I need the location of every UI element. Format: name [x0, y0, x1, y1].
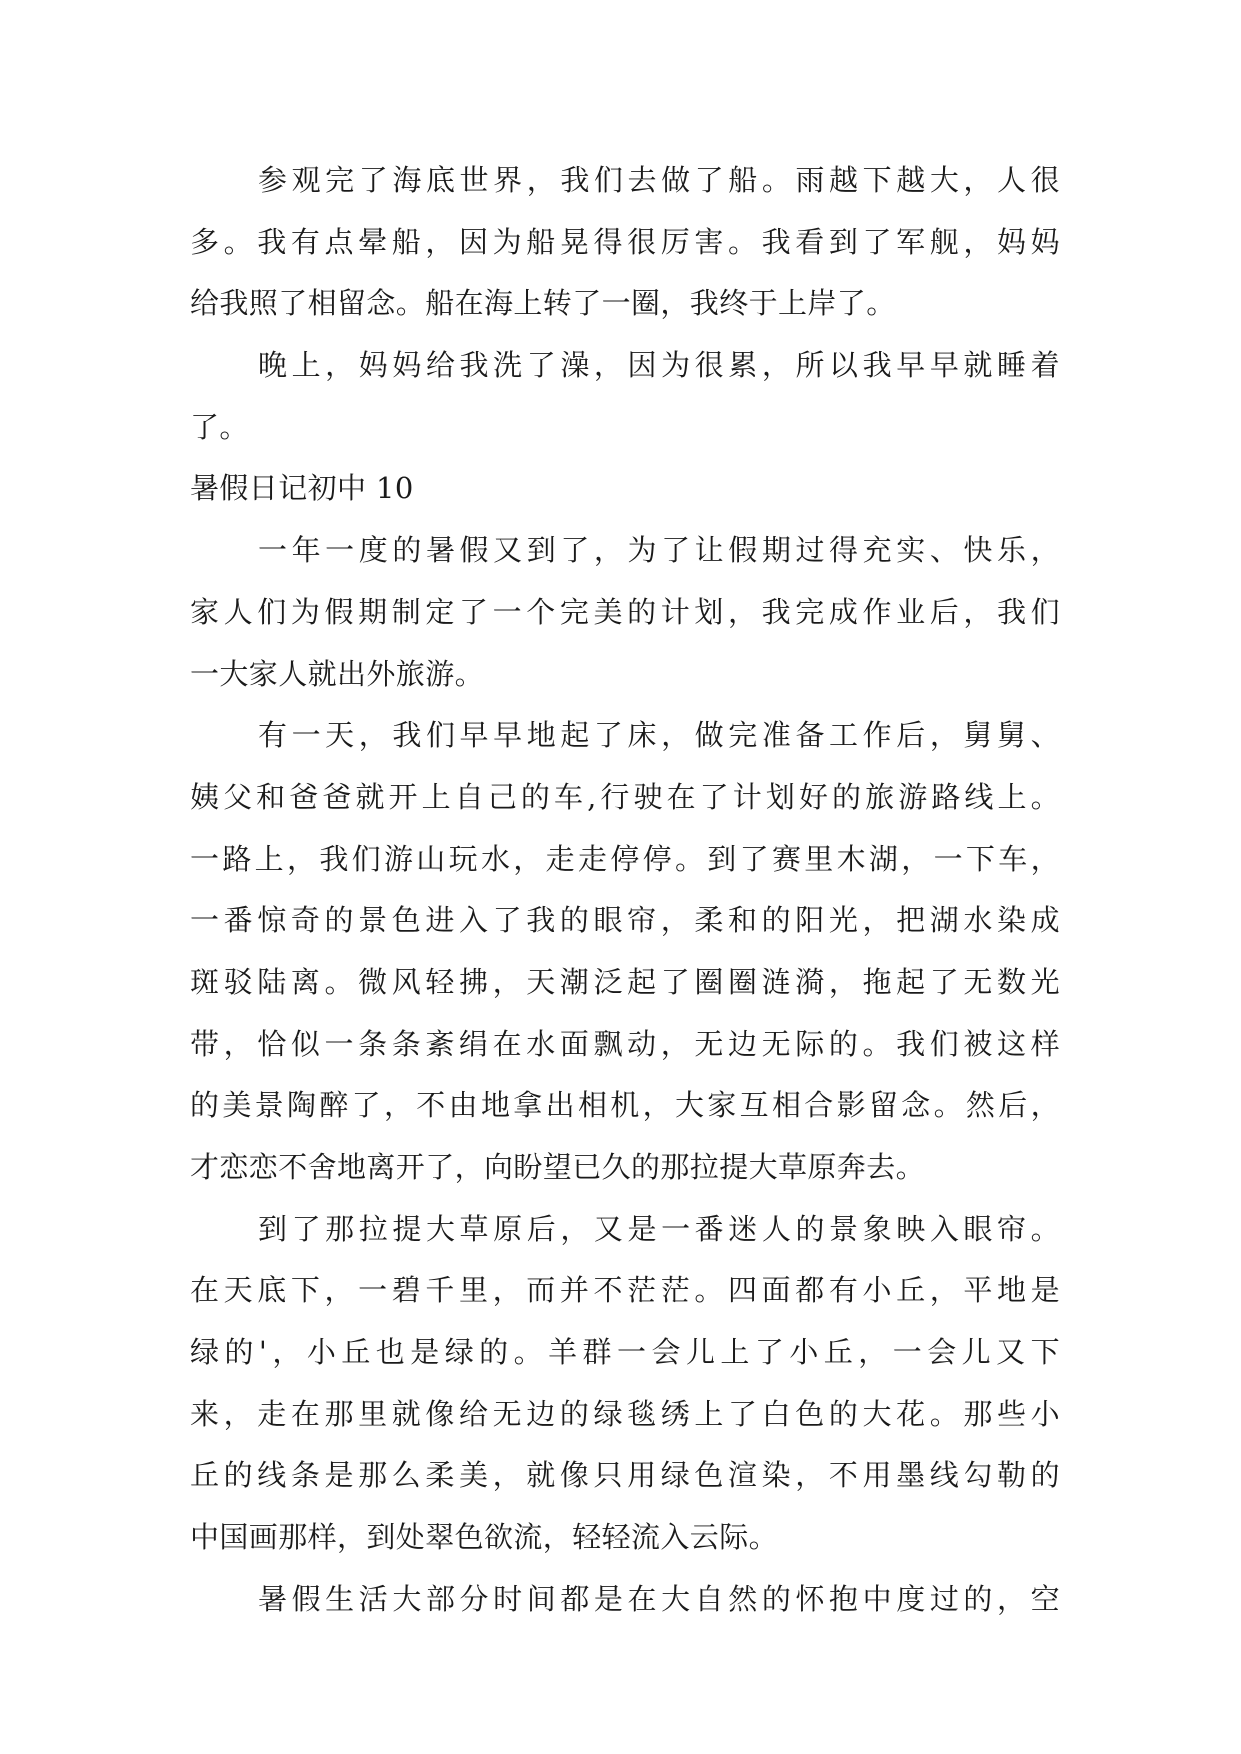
paragraph-line: 晚上，妈妈给我洗了澡，因为很累，所以我早早就睡着 [258, 348, 1060, 383]
paragraph-line: 带，恰似一条条紊绢在水面飘动，无边无际的。我们被这样 [190, 1026, 1060, 1061]
paragraph [190, 150, 1060, 335]
paragraph-line: 多。我有点晕船，因为船晃得很厉害。我看到了军舰，妈妈 [190, 224, 1060, 259]
paragraph-line: 暑假生活大部分时间都是在大自然的怀抱中度过的，空 [258, 1581, 1060, 1616]
paragraph-line: 有一天，我们早早地起了床，做完准备工作后，舅舅、 [258, 718, 1060, 753]
paragraph-line: 到了那拉提大草原后，又是一番迷人的景象映入眼帘。 [258, 1211, 1060, 1246]
paragraph-line: 姨父和爸爸就开上自己的车,行驶在了计划好的旅游路线上。 [190, 779, 1060, 814]
paragraph-line: 参观完了海底世界，我们去做了船。雨越下越大，人很 [258, 163, 1060, 197]
paragraph-line: 在天底下，一碧千里，而并不茫茫。四面都有小丘，平地是 [190, 1273, 1060, 1308]
paragraph [190, 520, 1060, 705]
paragraph [190, 1199, 1060, 1569]
paragraph-line: 了。 [190, 409, 249, 444]
document-body [190, 150, 1060, 1631]
paragraph [190, 335, 1060, 458]
paragraph-line: 斑驳陆离。微风轻拂，天潮泛起了圈圈涟漪，拖起了无数光 [190, 964, 1060, 999]
paragraph [190, 705, 1060, 1199]
paragraph-line: 绿的'，小丘也是绿的。羊群一会儿上了小丘，一会儿又下 [190, 1335, 1060, 1370]
paragraph-line: 一路上，我们游山玩水，走走停停。到了赛里木湖，一下车， [190, 841, 1060, 876]
paragraph-line: 一大家人就出外旅游。 [190, 656, 485, 691]
section-title: 暑假日记初中 10 [190, 471, 414, 506]
paragraph-line: 丘的线条是那么柔美，就像只用绿色渲染，不用墨线勾勒的 [190, 1458, 1060, 1493]
paragraph-line: 中国画那样，到处翠色欲流，轻轻流入云际。 [190, 1520, 779, 1555]
paragraph-line: 一年一度的暑假又到了，为了让假期过得充实、快乐， [258, 533, 1060, 568]
paragraph-line: 才恋恋不舍地离开了，向盼望已久的那拉提大草原奔去。 [190, 1150, 926, 1184]
paragraph-line: 给我照了相留念。船在海上转了一圈，我终于上岸了。 [190, 286, 896, 321]
paragraph-line: 的美景陶醉了，不由地拿出相机，大家互相合影留念。然后， [190, 1088, 1060, 1123]
paragraph [190, 1569, 1060, 1631]
paragraph-line: 来，走在那里就像给无边的绿毯绣上了白色的大花。那些小 [190, 1396, 1060, 1431]
paragraph-line: 家人们为假期制定了一个完美的计划，我完成作业后，我们 [190, 594, 1060, 629]
paragraph-line: 一番惊奇的景色进入了我的眼帘，柔和的阳光，把湖水染成 [190, 903, 1060, 938]
